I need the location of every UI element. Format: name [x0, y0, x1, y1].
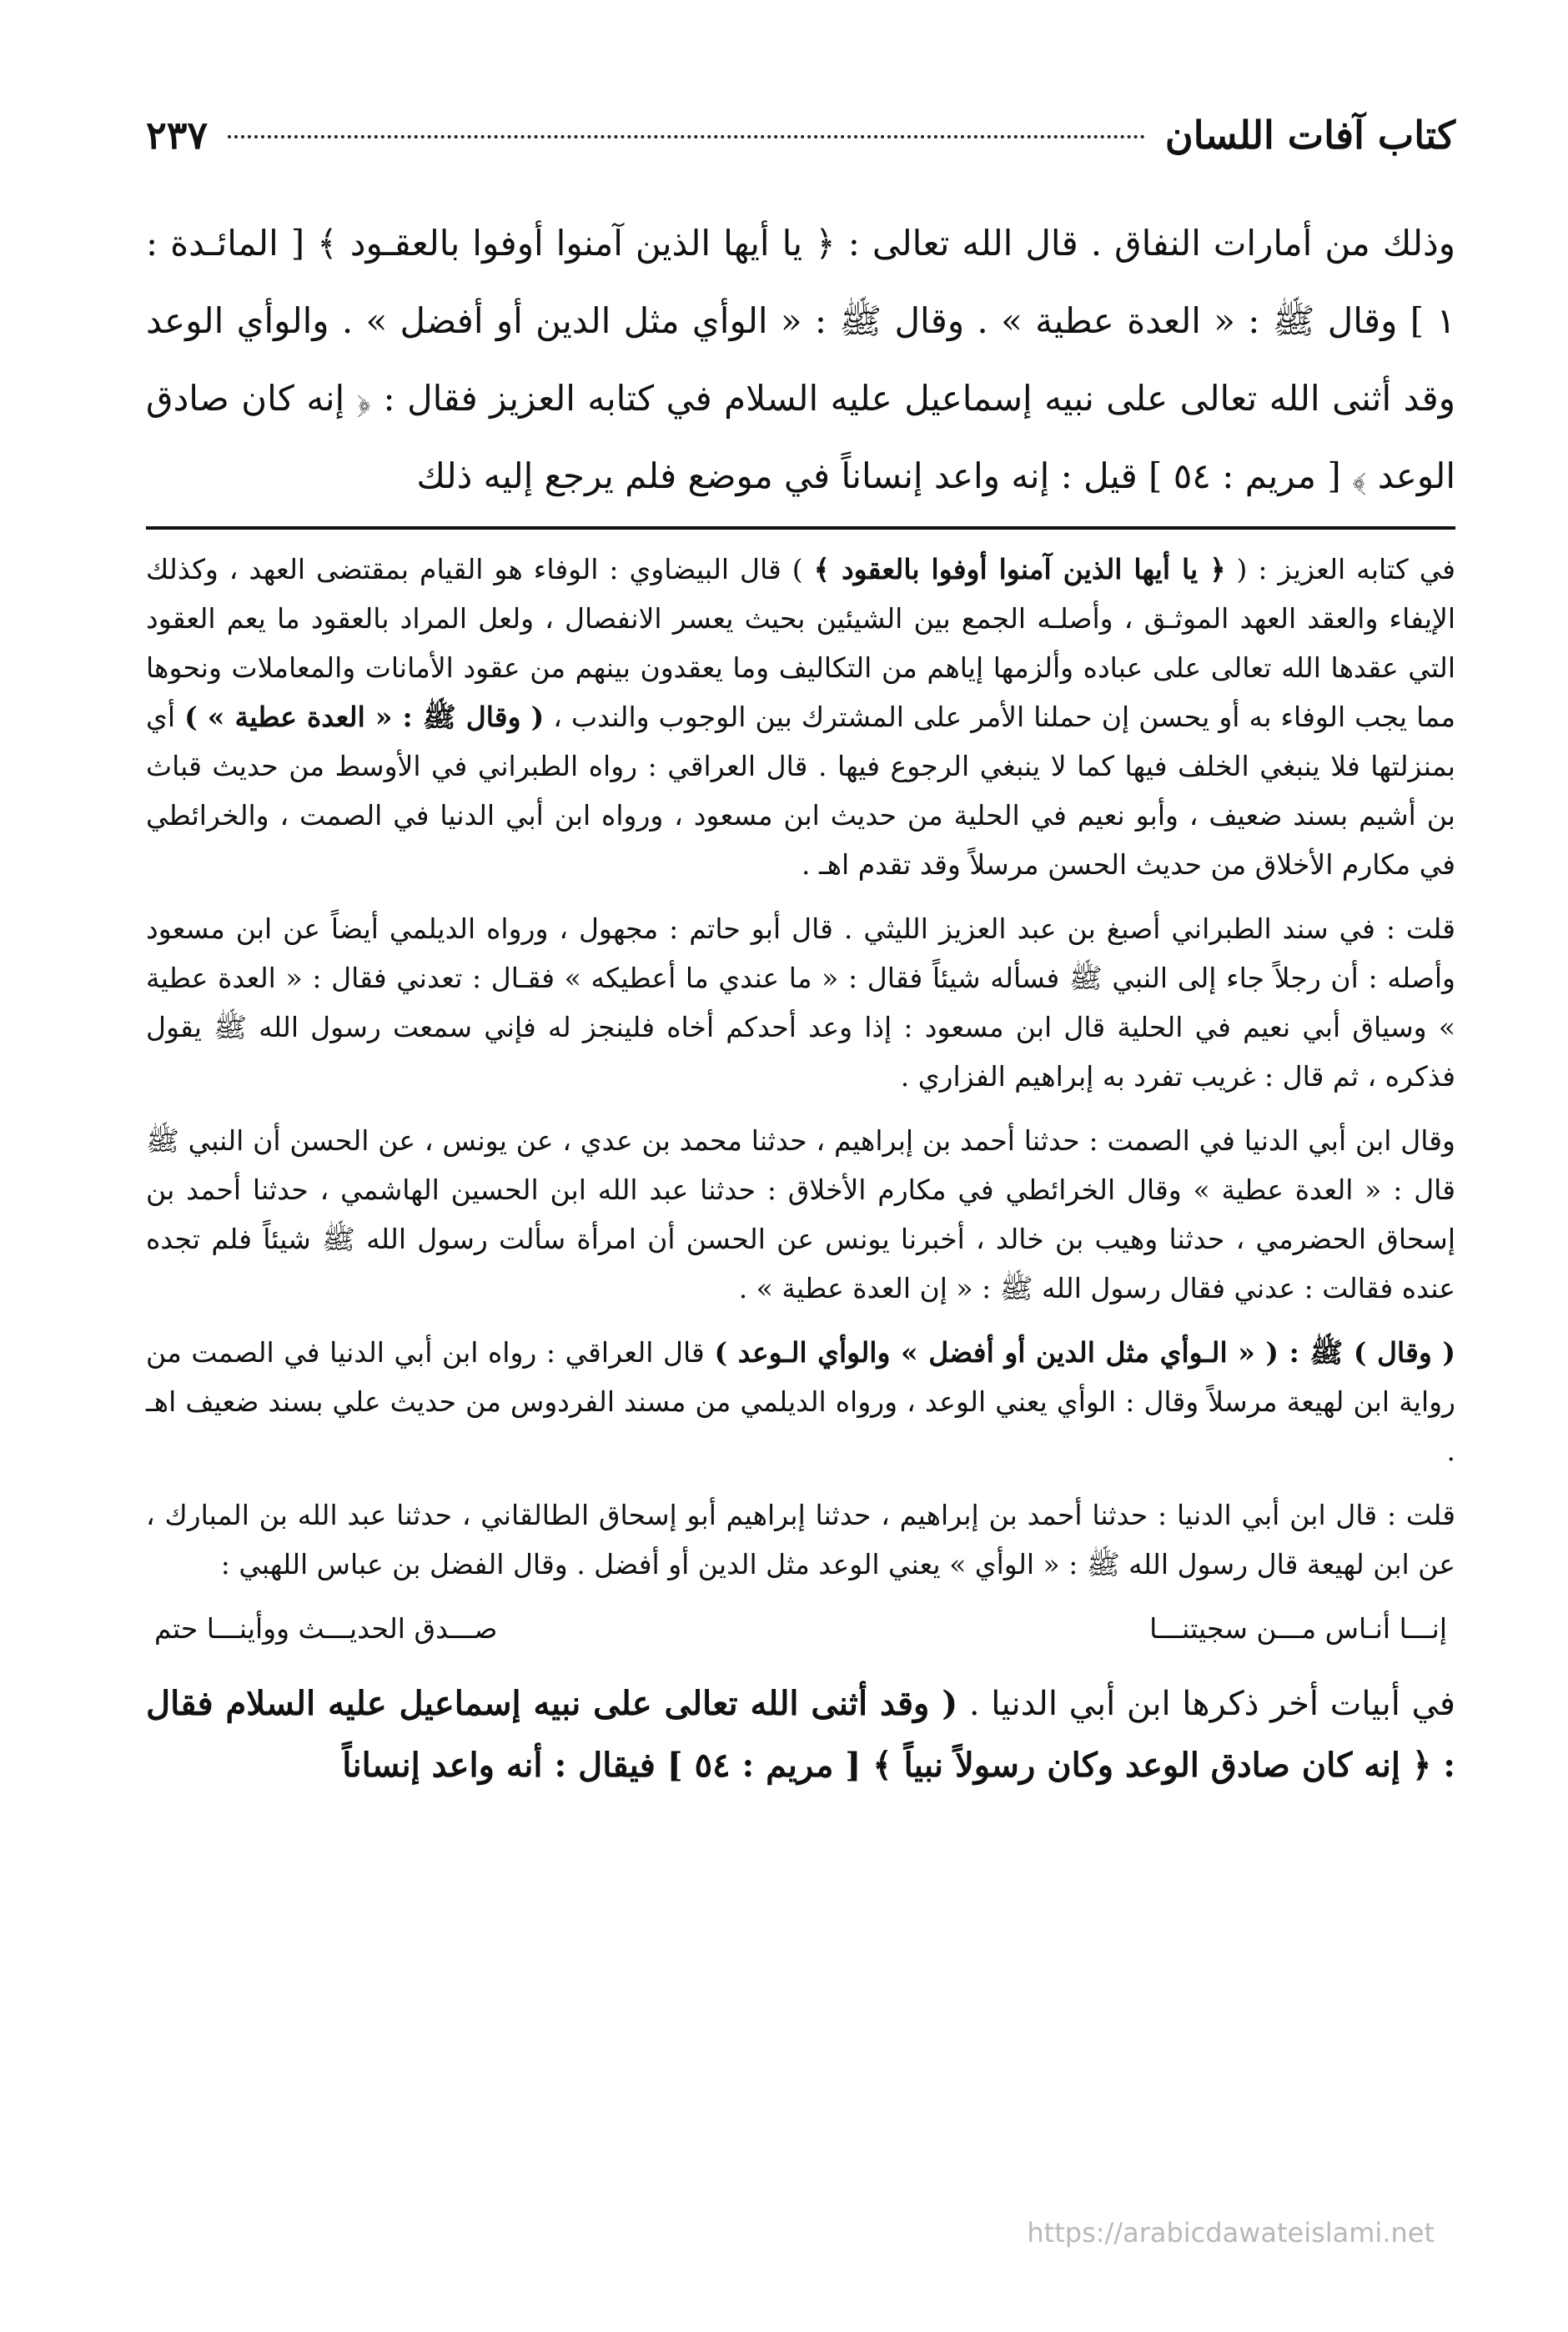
source-watermark: https://arabicdawateislami.net — [1027, 2217, 1435, 2249]
quoted-verse: ﴿ يا أيها الذين آمنوا أوفوا بالعقود ﴾ — [813, 553, 1226, 586]
commentary-paragraph-1 — [146, 545, 1455, 889]
quoted-hadith: ( وقال ﷺ : « العدة عطية » ) — [184, 701, 545, 733]
poetry-verse — [146, 1604, 1455, 1653]
quoted-hadith: ( وقال ) ﷺ : ( « الـوأي مثل الدين أو أفضل » والوأي الـوعد ) — [714, 1336, 1455, 1369]
commentary-text: في أبيات أخر ذكرها ابن أبي الدنيا . — [957, 1685, 1456, 1723]
book-title: كتاب آفات اللسان — [1164, 113, 1455, 158]
commentary-text: ) قال البيضاوي : الوفاء هو القيام بمقتضى العهد ، وكذلك الإيفاء والعقد العهد الموثـق ، وأصلـه الجمع بين الشيئين بحيث يعسر الانفصال ، ولعل المراد بالعقود ما يعم العقود التي عقدها الله تعالى على عباده وألزمها إياهم من التكاليف وما يعقدون بينهم من عقود الأمانات والمعاملات ونحوها مما يجب الوفاء به أو يحسن إن حملنا الأمر على المشترك بين الوجوب والندب ، — [146, 553, 1455, 733]
commentary-paragraph-3: وقال ابن أبي الدنيا في الصمت : حدثنا أحمد بن إبراهيم ، حدثنا محمد بن عدي ، عن يونس ، عن الحسن أن النبي ﷺ قال : « العدة عطية » وقال الخرائطي في مكارم الأخلاق : حدثنا عبد الله ابن الحسين الهاشمي ، حدثنا أحمد بن إسحاق الحضرمي ، حدثنا وهيب بن خالد ، أخبرنا يونس عن الحسن أن امرأة سألت رسول الله ﷺ شيئاً فلم تجده عنده فقالت : عدني فقال رسول الله ﷺ : « إن العدة عطية » . — [146, 1124, 1455, 1304]
commentary-paragraph-4 — [146, 1328, 1455, 1475]
page-number: ٢٣٧ — [146, 113, 209, 158]
commentary-text: في كتابه العزيز : ( — [1225, 553, 1455, 586]
verse-first-hemistich: إنـــا أنـاس مـــن سجيتنـــا — [1149, 1612, 1447, 1645]
commentary-text: قال العراقي : رواه ابن أبي الدنيا في الصمت من رواية ابن لهيعة مرسلاً وقال : الوأي يعني الوعد ، ورواه الديلمي من مسند الفردوس من حديث علي بسند ضعيف اهـ . — [146, 1336, 1455, 1467]
commentary-paragraph-2: قلت : في سند الطبراني أصبغ بن عبد العزيز الليثي . قال أبو حاتم : مجهول ، ورواه الديلمي أيضاً عن ابن مسعود وأصله : أن رجلاً جاء إلى النبي ﷺ فسأله شيئاً فقال : « ما عندي ما أعطيكه » فقـال : تعدني فقال : « العدة عطية » وسياق أبي نعيم في الحلية قال ابن مسعود : إذا وعد أحدكم أخاه فلينجز له فإني سمعت رسول الله ﷺ يقول فذكره ، ثم قال : غريب تفرد به إبراهيم الفزاري . — [146, 912, 1455, 1093]
main-text-paragraph: وذلك من أمارات النفاق . قال الله تعالى : ﴿ يا أيها الذين آمنوا أوفوا بالعقـود ﴾ [ المائـدة : ١ ] وقال ﷺ : « العدة عطية » . وقال ﷺ : « الوأي مثل الدين أو أفضل » . والوأي الوعد وقد أثنى الله تعالى على نبيه إسماعيل عليه السلام في كتابه العزيز فقال : ﴿ إنه كان صادق الوعد ﴾ [ مريم : ٥٤ ] قيل : إنه واعد إنساناً في موضع فلم يرجع إليه ذلك — [146, 223, 1455, 496]
commentary-text: أي بمنزلتها فلا ينبغي الخلف فيها كما لا ينبغي الرجوع فيها . قال العراقي : رواه الطبراني في الأوسط من حديث قباث بن أشيم بسند ضعيف ، وأبو نعيم في الحلية من حديث ابن مسعود ، ورواه ابن أبي الدنيا في الصمت ، والخرائطي في مكارم الأخلاق من حديث الحسن مرسلاً وقد تقدم اهـ . — [146, 701, 1455, 881]
quoted-main-text: ( وقد أثنى الله تعالى على نبيه إسماعيل عليه السلام فقال : ﴿ إنه كان صادق الوعد وكان رسولاً نبياً ﴾ [ مريم : ٥٤ ] فيقال : أنه واعد إنساناً — [146, 1684, 1455, 1785]
running-header — [146, 113, 1455, 171]
verse-second-hemistich: صـــدق الحديـــث ووأينـــا حتم — [154, 1612, 498, 1645]
commentary-paragraph-5: قلت : قال ابن أبي الدنيا : حدثنا أحمد بن إبراهيم ، حدثنا إبراهيم أبو إسحاق الطالقاني ، حدثنا عبد الله بن المبارك ، عن ابن لهيعة قال رسول الله ﷺ : « الوأي » يعني الوعد مثل الدين أو أفضل . وقال الفضل بن عباس اللهبي : — [146, 1499, 1455, 1581]
commentary-divider — [146, 526, 1455, 530]
header-dot-leader — [228, 135, 1145, 138]
closing-paragraph — [146, 1673, 1455, 1797]
book-page — [146, 113, 1455, 1797]
